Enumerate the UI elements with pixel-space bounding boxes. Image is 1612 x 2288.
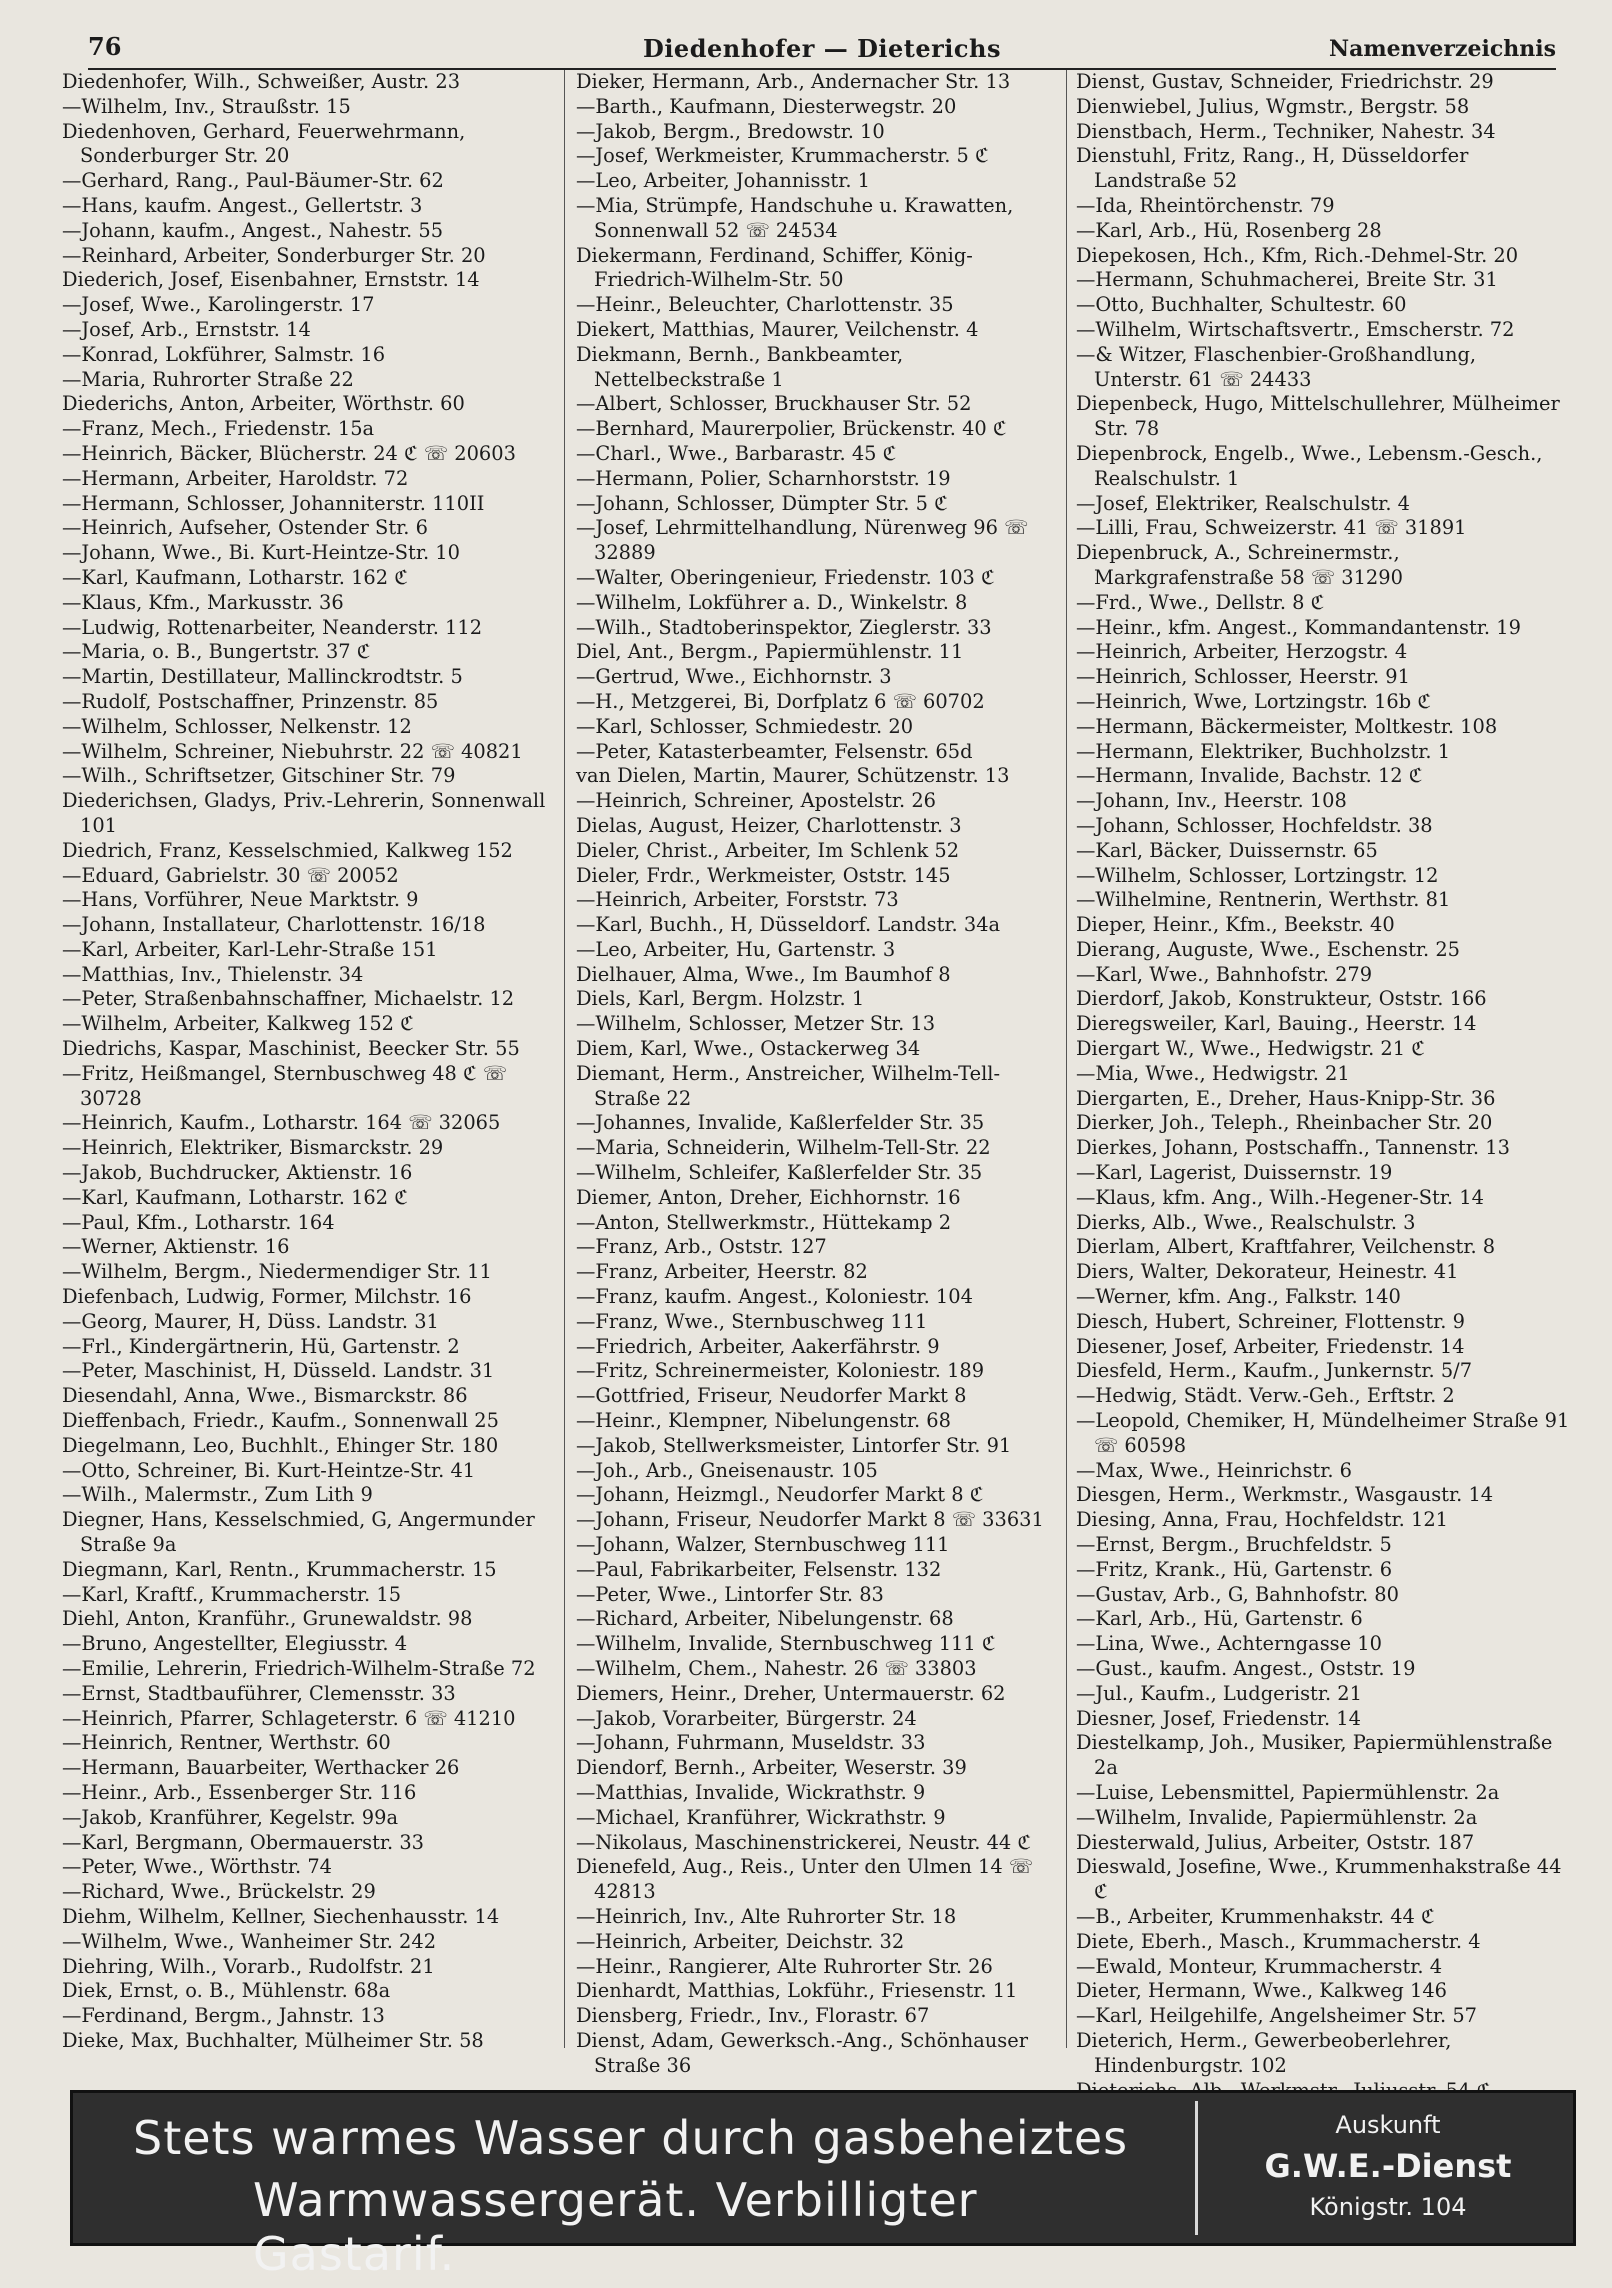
directory-entry: —Johann, Heizmgl., Neudorfer Markt 8 ℭ <box>576 1483 984 1507</box>
directory-entry: —Johann, Schlosser, Dümpter Str. 5 ℭ <box>576 491 948 515</box>
directory-entry: —Ludwig, Rottenarbeiter, Neanderstr. 112 <box>62 615 483 639</box>
directory-entry: —Heinrich, Kaufm., Lotharstr. 164 ☏ 32065 <box>62 1111 501 1135</box>
directory-entry: —Johann, kaufm., Angest., Nahestr. 55 <box>62 218 444 242</box>
directory-entry: Diegelmann, Leo, Buchhlt., Ehinger Str. 180 <box>62 1433 499 1457</box>
directory-entry: —Mia, Wwe., Hedwigstr. 21 <box>1076 1061 1350 1085</box>
directory-entry: —Heinrich, Inv., Alte Ruhrorter Str. 18 <box>576 1904 957 1928</box>
directory-entry: —Heinr., Rangierer, Alte Ruhrorter Str. 26 <box>576 1954 993 1978</box>
directory-column-2 <box>576 70 1060 2077</box>
directory-entry: Dierlam, Albert, Kraftfahrer, Veilchenstr. 8 <box>1076 1235 1496 1259</box>
directory-entry: —Wilhelm, Schleifer, Kaßlerfelder Str. 35 <box>576 1161 983 1185</box>
directory-entry: —Karl, Arbeiter, Karl-Lehr-Straße 151 <box>62 937 438 961</box>
directory-entry: —Fritz, Schreinermeister, Koloniestr. 189 <box>576 1359 985 1383</box>
directory-entry: —Klaus, kfm. Ang., Wilh.-Hegener-Str. 14 <box>1076 1185 1484 1209</box>
directory-entry: —Gust., kaufm. Angest., Oststr. 19 <box>1076 1657 1416 1680</box>
directory-entry: —Gertrud, Wwe., Eichhornstr. 3 <box>576 665 892 689</box>
ad-divider <box>1195 2101 1198 2235</box>
directory-entry: —Hans, Vorführer, Neue Marktstr. 9 <box>62 888 419 912</box>
directory-entry: —Heinr., Klempner, Nibelungenstr. 68 <box>576 1409 951 1433</box>
directory-entry: Diesgen, Herm., Werkmstr., Wasgaustr. 14 <box>1076 1483 1494 1507</box>
directory-entry: Diekert, Matthias, Maurer, Veilchenstr. 4 <box>576 317 979 341</box>
directory-entry: Diesch, Hubert, Schreiner, Flottenstr. 9 <box>1076 1309 1465 1333</box>
directory-entry: —Johann, Walzer, Sternbuschweg 111 <box>576 1533 950 1557</box>
directory-entry: —Karl, Wwe., Bahnhofstr. 279 <box>1076 962 1373 986</box>
directory-entry: —Emilie, Lehrerin, Friedrich-Wilhelm-Straße 72 <box>62 1657 536 1680</box>
directory-entry: Diesner, Josef, Friedenstr. 14 <box>1076 1706 1361 1730</box>
directory-entry: —Wilhelm, Schlosser, Lortzingstr. 12 <box>1076 863 1439 887</box>
directory-entry: —Heinrich, Arbeiter, Forststr. 73 <box>576 888 899 912</box>
directory-entry: —Fritz, Krank., Hü, Gartenstr. 6 <box>1076 1557 1393 1581</box>
column-divider <box>1066 70 1067 2048</box>
directory-entry: Diemant, Herm., Anstreicher, Wilhelm-Tell-Straße 22 <box>576 1061 1001 1110</box>
directory-entry: —Mia, Strümpfe, Handschuhe u. Krawatten, Sonnenwall 52 ☏ 24534 <box>576 193 1014 242</box>
directory-entry: Diehring, Wilh., Vorarb., Rudolfstr. 21 <box>62 1954 435 1978</box>
directory-entry: Diegmann, Karl, Rentn., Krummacherstr. 15 <box>62 1557 497 1581</box>
directory-entry: —Heinrich, Schlosser, Heerstr. 91 <box>1076 665 1410 689</box>
directory-entry: —Wilh., Schriftsetzer, Gitschiner Str. 79 <box>62 764 456 788</box>
directory-entry: Diefenbach, Ludwig, Former, Milchstr. 16 <box>62 1285 472 1309</box>
directory-entry: —Gustav, Arb., G, Bahnhofstr. 80 <box>1076 1582 1399 1606</box>
directory-entry: —Wilhelm, Schlosser, Nelkenstr. 12 <box>62 714 412 738</box>
directory-entry: —Matthias, Invalide, Wickrathstr. 9 <box>576 1780 926 1804</box>
directory-entry: —Johann, Installateur, Charlottenstr. 16/18 <box>62 913 486 937</box>
ad-slogan-line-2: Warmwassergerät. Verbilligter Gastarif. <box>253 2173 978 2281</box>
directory-entry: Diepenbruck, A., Schreinermstr., Markgrafenstraße 58 ☏ 31290 <box>1076 541 1403 589</box>
directory-entry: —Karl, Arb., Hü, Gartenstr. 6 <box>1076 1607 1363 1631</box>
directory-entry: —Barth., Kaufmann, Diesterwegstr. 20 <box>576 94 957 118</box>
directory-entry: Dierang, Auguste, Wwe., Eschenstr. 25 <box>1076 937 1461 961</box>
directory-entry: —Walter, Oberingenieur, Friedenstr. 103 ℭ <box>576 565 995 589</box>
directory-entry: —Hermann, Bauarbeiter, Werthacker 26 <box>62 1756 460 1780</box>
directory-entry: Dieswald, Josefine, Wwe., Krummenhakstraße 44 ℭ <box>1076 1855 1562 1904</box>
directory-entry: —Lina, Wwe., Achterngasse 10 <box>1076 1632 1382 1656</box>
directory-columns <box>62 70 1570 2077</box>
directory-entry: —H., Metzgerei, Bi, Dorfplatz 6 ☏ 60702 <box>576 689 985 713</box>
directory-entry: Dienhardt, Matthias, Lokführ., Friesenstr. 11 <box>576 1979 1018 2003</box>
directory-entry: —Wilhelm, Wirtschaftsvertr., Emscherstr. 72 <box>1076 317 1515 341</box>
directory-entry: —Ernst, Stadtbauführer, Clemensstr. 33 <box>62 1681 456 1705</box>
directory-entry: Dienefeld, Aug., Reis., Unter den Ulmen 14 ☏ 42813 <box>576 1855 1034 1904</box>
directory-entry: Dieregsweiler, Karl, Bauing., Heerstr. 14 <box>1076 1012 1477 1036</box>
directory-entry: —Heinrich, Wwe, Lortzingstr. 16b ℭ <box>1076 689 1431 713</box>
directory-entry: —Gerhard, Rang., Paul-Bäumer-Str. 62 <box>62 169 444 193</box>
directory-entry: —Eduard, Gabrielstr. 30 ☏ 20052 <box>62 863 399 887</box>
ad-info-label: Auskunft <box>1335 2111 1441 2139</box>
directory-entry: Dienstbach, Herm., Techniker, Nahestr. 34 <box>1076 119 1496 143</box>
directory-entry: Dieffenbach, Friedr., Kaufm., Sonnenwall 25 <box>62 1409 499 1433</box>
directory-entry: —Johann, Friseur, Neudorfer Markt 8 ☏ 33631 <box>576 1508 1044 1532</box>
directory-entry: Diestelkamp, Joh., Musiker, Papiermühlenstraße 2a <box>1076 1731 1553 1780</box>
directory-entry: Dieler, Christ., Arbeiter, Im Schlenk 52 <box>576 838 960 862</box>
directory-entry: Diedrichs, Kaspar, Maschinist, Beecker Str. 55 <box>62 1037 520 1061</box>
directory-entry: —Georg, Maurer, H, Düss. Landstr. 31 <box>62 1309 439 1333</box>
directory-entry: —Anton, Stellwerkmstr., Hüttekamp 2 <box>576 1210 952 1234</box>
directory-entry: Diers, Walter, Dekorateur, Heinestr. 41 <box>1076 1260 1459 1284</box>
directory-entry: —Bruno, Angestellter, Elegiusstr. 4 <box>62 1632 408 1656</box>
directory-entry: Dielas, August, Heizer, Charlottenstr. 3 <box>576 813 962 837</box>
directory-entry: —Frd., Wwe., Dellstr. 8 ℭ <box>1076 590 1325 614</box>
directory-entry: Diederichsen, Gladys, Priv.-Lehrerin, Sonnenwall 101 <box>62 789 546 837</box>
directory-entry: —Heinr., kfm. Angest., Kommandantenstr. 19 <box>1076 615 1521 639</box>
directory-entry: —Hermann, Elektriker, Buchholzstr. 1 <box>1076 739 1451 763</box>
directory-entry: —Frl., Kindergärtnerin, Hü, Gartenstr. 2 <box>62 1334 460 1358</box>
directory-entry: —Jul., Kaufm., Ludgeristr. 21 <box>1076 1681 1362 1705</box>
directory-entry: —Johann, Schlosser, Hochfeldstr. 38 <box>1076 813 1433 837</box>
directory-entry: Diel, Ant., Bergm., Papiermühlenstr. 11 <box>576 640 964 664</box>
directory-entry: —Hermann, Schuhmacherei, Breite Str. 31 <box>1076 268 1498 292</box>
directory-entry: —Nikolaus, Maschinenstrickerei, Neustr. 44 ℭ <box>576 1830 1032 1854</box>
directory-entry: Diederich, Josef, Eisenbahner, Ernststr. 14 <box>62 268 480 292</box>
directory-entry: —Josef, Elektriker, Realschulstr. 4 <box>1076 491 1410 515</box>
directory-entry: Diederichs, Anton, Arbeiter, Wörthstr. 60 <box>62 392 465 416</box>
directory-entry: Diensberg, Friedr., Inv., Florastr. 67 <box>576 2004 930 2028</box>
directory-entry: Diels, Karl, Bergm. Holzstr. 1 <box>576 987 865 1011</box>
directory-entry: Dieke, Max, Buchhalter, Mülheimer Str. 58 <box>62 2028 484 2052</box>
directory-entry: —Joh., Arb., Gneisenaustr. 105 <box>576 1458 878 1482</box>
running-title: Diedenhofer — Dieterichs <box>643 34 1001 63</box>
directory-entry: —Hans, kaufm. Angest., Gellertstr. 3 <box>62 193 423 217</box>
directory-entry: —Franz, Wwe., Sternbuschweg 111 <box>576 1309 928 1333</box>
directory-entry: —Charl., Wwe., Barbarastr. 45 ℭ <box>576 441 897 465</box>
directory-entry: —Jakob, Vorarbeiter, Bürgerstr. 24 <box>576 1706 917 1730</box>
directory-entry: —Jakob, Buchdrucker, Aktienstr. 16 <box>62 1161 413 1185</box>
directory-entry: —Karl, Schlosser, Schmiedestr. 20 <box>576 714 914 738</box>
directory-entry: —Heinrich, Schreiner, Apostelstr. 26 <box>576 789 937 813</box>
directory-entry: —Josef, Werkmeister, Krummacherstr. 5 ℭ <box>576 144 989 168</box>
directory-entry: —Karl, Kraftf., Krummacherstr. 15 <box>62 1582 402 1606</box>
directory-entry: —Johann, Fuhrmann, Museldstr. 33 <box>576 1731 926 1755</box>
directory-entry: Dieter, Hermann, Wwe., Kalkweg 146 <box>1076 1979 1448 2003</box>
directory-entry: Dieker, Hermann, Arb., Andernacher Str. 13 <box>576 70 1011 93</box>
directory-entry: —Heinrich, Elektriker, Bismarckstr. 29 <box>62 1136 444 1160</box>
directory-entry: —Peter, Wwe., Wörthstr. 74 <box>62 1855 332 1879</box>
directory-entry: —Josef, Lehrmittelhandlung, Nürenweg 96 ☏ 32889 <box>576 516 1029 565</box>
directory-entry: —Albert, Schlosser, Bruckhauser Str. 52 <box>576 392 972 416</box>
directory-entry: Diesendahl, Anna, Wwe., Bismarckstr. 86 <box>62 1384 468 1408</box>
page-number: 76 <box>88 32 122 61</box>
directory-entry: —Wilhelm, Invalide, Papiermühlenstr. 2a <box>1076 1805 1478 1829</box>
column-divider <box>564 70 565 2048</box>
directory-entry: Dienwiebel, Julius, Wgmstr., Bergstr. 58 <box>1076 94 1470 118</box>
directory-column-3 <box>1076 70 1570 2077</box>
ad-slogan <box>73 2093 1183 2281</box>
directory-entry: —Ernst, Bergm., Bruchfeldstr. 5 <box>1076 1533 1392 1557</box>
directory-entry: Diepenbrock, Engelb., Wwe., Lebensm.-Gesch., Realschulstr. 1 <box>1076 441 1543 490</box>
directory-entry: —Peter, Maschinist, H, Düsseld. Landstr. 31 <box>62 1359 495 1383</box>
directory-entry: —Leopold, Chemiker, H, Mündelheimer Straße 91 ☏ 60598 <box>1076 1409 1570 1457</box>
directory-entry: Dielhauer, Alma, Wwe., Im Baumhof 8 <box>576 962 951 986</box>
directory-entry: Diete, Eberh., Masch., Krummacherstr. 4 <box>1076 1929 1481 1953</box>
directory-entry: —Ferdinand, Bergm., Jahnstr. 13 <box>62 2004 385 2028</box>
directory-entry: —Konrad, Lokführer, Salmstr. 16 <box>62 342 386 366</box>
directory-entry: —Paul, Kfm., Lotharstr. 164 <box>62 1210 335 1234</box>
section-label: Namenverzeichnis <box>1329 36 1556 62</box>
directory-entry: —Lilli, Frau, Schweizerstr. 41 ☏ 31891 <box>1076 516 1467 540</box>
directory-entry: —Karl, Kaufmann, Lotharstr. 162 ℭ <box>62 565 408 589</box>
directory-entry: —Fritz, Heißmangel, Sternbuschweg 48 ℭ ☏ 30728 <box>62 1061 508 1110</box>
directory-entry: Dienst, Gustav, Schneider, Friedrichstr. 29 <box>1076 70 1494 93</box>
directory-entry: van Dielen, Martin, Maurer, Schützenstr. 13 <box>576 764 1010 788</box>
directory-entry: —Leo, Arbeiter, Hu, Gartenstr. 3 <box>576 937 896 961</box>
directory-entry: Diehl, Anton, Kranführ., Grunewaldstr. 98 <box>62 1607 473 1631</box>
directory-column-1 <box>62 70 550 2052</box>
advertisement-banner <box>70 2090 1576 2281</box>
directory-entry: —Bernhard, Maurerpolier, Brückenstr. 40 ℭ <box>576 417 1007 441</box>
directory-entry: Dienstuhl, Fritz, Rang., H, Düsseldorfer Landstraße 52 <box>1076 144 1469 193</box>
directory-entry: —Rudolf, Postschaffner, Prinzenstr. 85 <box>62 689 439 713</box>
directory-entry: Diergart W., Wwe., Hedwigstr. 21 ℭ <box>1076 1037 1425 1061</box>
directory-entry: —Otto, Buchhalter, Schultestr. 60 <box>1076 293 1407 317</box>
ad-slogan-line-1: Stets warmes Wasser durch gasbeheiztes <box>133 2111 1129 2165</box>
directory-entry: —Michael, Kranführer, Wickrathstr. 9 <box>576 1805 946 1829</box>
directory-entry: —Karl, Lagerist, Duissernstr. 19 <box>1076 1161 1393 1185</box>
directory-entry: Dierks, Alb., Wwe., Realschulstr. 3 <box>1076 1210 1416 1234</box>
directory-entry: Diesfeld, Herm., Kaufm., Junkernstr. 5/7 <box>1076 1359 1473 1383</box>
directory-entry: —Heinrich, Aufseher, Ostender Str. 6 <box>62 516 428 540</box>
directory-entry: —Jakob, Stellwerksmeister, Lintorfer Str. 91 <box>576 1433 1012 1457</box>
directory-entry: —Heinrich, Arbeiter, Herzogstr. 4 <box>1076 640 1408 664</box>
directory-entry: —Karl, Arb., Hü, Rosenberg 28 <box>1076 218 1382 242</box>
directory-entry: —Richard, Arbeiter, Nibelungenstr. 68 <box>576 1607 954 1631</box>
directory-entry: Dieterich, Herm., Gewerbeoberlehrer, Hindenburgstr. 102 <box>1076 2028 1452 2077</box>
directory-entry: —Wilhelm, Bergm., Niedermendiger Str. 11 <box>62 1260 492 1284</box>
directory-entry: —Wilhelm, Invalide, Sternbuschweg 111 ℭ <box>576 1632 996 1656</box>
directory-entry: —Werner, kfm. Ang., Falkstr. 140 <box>1076 1285 1401 1309</box>
directory-entry: —Wilhelm, Lokführer a. D., Winkelstr. 8 <box>576 590 968 614</box>
directory-entry: —Hermann, Invalide, Bachstr. 12 ℭ <box>1076 764 1423 788</box>
directory-entry: —Peter, Wwe., Lintorfer Str. 83 <box>576 1582 884 1606</box>
directory-entry: Dierker, Joh., Teleph., Rheinbacher Str. 20 <box>1076 1111 1493 1135</box>
directory-entry: —Johann, Wwe., Bi. Kurt-Heintze-Str. 10 <box>62 541 460 565</box>
directory-entry: Diesener, Josef, Arbeiter, Friedenstr. 14 <box>1076 1334 1465 1358</box>
directory-entry: Diedenhoven, Gerhard, Feuerwehrmann, Sonderburger Str. 20 <box>62 119 466 168</box>
directory-entry: —Johannes, Invalide, Kaßlerfelder Str. 35 <box>576 1111 985 1135</box>
directory-entry: —Franz, kaufm. Angest., Koloniestr. 104 <box>576 1285 973 1309</box>
directory-entry: Diehm, Wilhelm, Kellner, Siechenhausstr. 14 <box>62 1904 500 1928</box>
directory-entry: —Richard, Wwe., Brückelstr. 29 <box>62 1880 376 1904</box>
page-header <box>88 28 1556 70</box>
directory-entry: —Matthias, Inv., Thielenstr. 34 <box>62 962 364 986</box>
directory-entry: —Franz, Arbeiter, Heerstr. 82 <box>576 1260 868 1284</box>
directory-entry: Dieler, Frdr., Werkmeister, Oststr. 145 <box>576 863 951 887</box>
directory-entry: —Wilhelm, Wwe., Wanheimer Str. 242 <box>62 1929 437 1953</box>
directory-entry: —Jakob, Kranführer, Kegelstr. 99a <box>62 1805 399 1829</box>
directory-entry: —Otto, Schreiner, Bi. Kurt-Heintze-Str. 41 <box>62 1458 476 1482</box>
directory-entry: —B., Arbeiter, Krummenhakstr. 44 ℭ <box>1076 1904 1435 1928</box>
directory-entry: —Wilhelm, Chem., Nahestr. 26 ☏ 33803 <box>576 1657 977 1680</box>
directory-entry: —Ida, Rheintörchenstr. 79 <box>1076 193 1335 217</box>
directory-entry: —Hermann, Arbeiter, Haroldstr. 72 <box>62 466 409 490</box>
ad-address: Königstr. 104 <box>1309 2193 1467 2221</box>
directory-entry: Diek, Ernst, o. B., Mühlenstr. 68a <box>62 1979 391 2003</box>
directory-entry: —Friedrich, Arbeiter, Aakerfährstr. 9 <box>576 1334 940 1358</box>
directory-entry: —Luise, Lebensmittel, Papiermühlenstr. 2a <box>1076 1780 1500 1804</box>
directory-entry: —Jakob, Bergm., Bredowstr. 10 <box>576 119 885 143</box>
directory-entry: Diekmann, Bernh., Bankbeamter, Nettelbeckstraße 1 <box>576 342 904 391</box>
directory-entry: Diegner, Hans, Kesselschmied, G, Angermunder Straße 9a <box>62 1508 535 1557</box>
directory-entry: —Wilhelm, Arbeiter, Kalkweg 152 ℭ <box>62 1012 414 1036</box>
directory-entry: —Klaus, Kfm., Markusstr. 36 <box>62 590 344 614</box>
directory-entry: —Wilhelm, Schreiner, Niebuhrstr. 22 ☏ 40821 <box>62 739 523 763</box>
directory-entry: —Heinrich, Pfarrer, Schlageterstr. 6 ☏ 41210 <box>62 1706 516 1730</box>
directory-entry: Diergarten, E., Dreher, Haus-Knipp-Str. 36 <box>1076 1086 1496 1110</box>
directory-entry: —Werner, Aktienstr. 16 <box>62 1235 290 1259</box>
directory-entry: —Wilhelm, Inv., Straußstr. 15 <box>62 94 351 118</box>
directory-entry: —Karl, Kaufmann, Lotharstr. 162 ℭ <box>62 1185 408 1209</box>
directory-entry: —Hermann, Schlosser, Johanniterstr. 110II <box>62 491 485 515</box>
directory-entry: —Maria, Ruhrorter Straße 22 <box>62 367 354 391</box>
directory-entry: Diemers, Heinr., Dreher, Untermauerstr. 62 <box>576 1681 1006 1705</box>
directory-entry: —Wilh., Malermstr., Zum Lith 9 <box>62 1483 373 1507</box>
directory-entry: Diendorf, Bernh., Arbeiter, Weserstr. 39 <box>576 1756 967 1780</box>
directory-entry: Diedenhofer, Wilh., Schweißer, Austr. 23 <box>62 70 461 93</box>
directory-entry: —Josef, Arb., Ernststr. 14 <box>62 317 311 341</box>
directory-entry: —Paul, Fabrikarbeiter, Felsenstr. 132 <box>576 1557 942 1581</box>
directory-entry: —Peter, Straßenbahnschaffner, Michaelstr. 12 <box>62 987 515 1011</box>
directory-entry: Diepenbeck, Hugo, Mittelschullehrer, Mülheimer Str. 78 <box>1076 392 1560 441</box>
directory-entry: Dieper, Heinr., Kfm., Beekstr. 40 <box>1076 913 1395 937</box>
directory-entry: —Peter, Katasterbeamter, Felsenstr. 65d <box>576 739 973 763</box>
directory-entry: —Franz, Arb., Oststr. 127 <box>576 1235 827 1259</box>
directory-entry: —Ewald, Monteur, Krummacherstr. 4 <box>1076 1954 1443 1978</box>
directory-entry: —Franz, Mech., Friedenstr. 15a <box>62 417 375 441</box>
directory-entry: —& Witzer, Flaschenbier-Großhandlung, Unterstr. 61 ☏ 24433 <box>1076 342 1477 391</box>
directory-entry: —Heinrich, Bäcker, Blücherstr. 24 ℭ ☏ 20603 <box>62 441 516 465</box>
directory-entry: —Karl, Buchh., H, Düsseldorf. Landstr. 34a <box>576 913 1001 937</box>
directory-entry: —Hedwig, Städt. Verw.-Geh., Erftstr. 2 <box>1076 1384 1455 1408</box>
ad-service-name: G.W.E.-Dienst <box>1264 2147 1512 2185</box>
directory-entry: Diemer, Anton, Dreher, Eichhornstr. 16 <box>576 1185 961 1209</box>
directory-entry: —Heinr., Beleuchter, Charlottenstr. 35 <box>576 293 954 317</box>
directory-entry: —Wilh., Stadtoberinspektor, Zieglerstr. 33 <box>576 615 992 639</box>
directory-entry: —Karl, Bergmann, Obermauerstr. 33 <box>62 1830 425 1854</box>
directory-entry: Dierkes, Johann, Postschaffn., Tannenstr. 13 <box>1076 1136 1510 1160</box>
directory-entry: —Karl, Bäcker, Duissernstr. 65 <box>1076 838 1378 862</box>
directory-entry: —Hermann, Polier, Scharnhorststr. 19 <box>576 466 951 490</box>
directory-entry: Diem, Karl, Wwe., Ostackerweg 34 <box>576 1037 921 1061</box>
directory-entry: —Hermann, Bäckermeister, Moltkestr. 108 <box>1076 714 1498 738</box>
directory-entry: Diesing, Anna, Frau, Hochfeldstr. 121 <box>1076 1508 1448 1532</box>
directory-entry: —Martin, Destillateur, Mallinckrodtstr. 5 <box>62 665 463 689</box>
directory-entry: —Heinrich, Arbeiter, Deichstr. 32 <box>576 1929 905 1953</box>
directory-entry: —Heinr., Arb., Essenberger Str. 116 <box>62 1780 417 1804</box>
directory-entry: —Maria, Schneiderin, Wilhelm-Tell-Str. 22 <box>576 1136 991 1160</box>
directory-entry: —Wilhelm, Schlosser, Metzer Str. 13 <box>576 1012 936 1036</box>
directory-entry: Dierdorf, Jakob, Konstrukteur, Oststr. 166 <box>1076 987 1487 1011</box>
directory-entry: Diesterwald, Julius, Arbeiter, Oststr. 187 <box>1076 1830 1475 1854</box>
directory-entry: —Wilhelmine, Rentnerin, Werthstr. 81 <box>1076 888 1451 912</box>
directory-entry: Diepekosen, Hch., Kfm, Rich.-Dehmel-Str. 20 <box>1076 243 1519 267</box>
directory-entry: —Maria, o. B., Bungertstr. 37 ℭ <box>62 640 371 664</box>
directory-entry: —Reinhard, Arbeiter, Sonderburger Str. 20 <box>62 243 486 267</box>
directory-entry: —Josef, Wwe., Karolingerstr. 17 <box>62 293 375 317</box>
directory-entry: —Gottfried, Friseur, Neudorfer Markt 8 <box>576 1384 967 1408</box>
directory-entry: —Heinrich, Rentner, Werthstr. 60 <box>62 1731 391 1755</box>
directory-entry: —Karl, Heilgehilfe, Angelsheimer Str. 57 <box>1076 2004 1477 2028</box>
directory-entry: Dienst, Adam, Gewerksch.-Ang., Schönhauser Straße 36 <box>576 2028 1028 2077</box>
directory-entry: Diekermann, Ferdinand, Schiffer, König-Friedrich-Wilhelm-Str. 50 <box>576 243 973 292</box>
directory-entry: —Leo, Arbeiter, Johannisstr. 1 <box>576 169 871 193</box>
ad-contact <box>1203 2093 1573 2243</box>
directory-entry: —Max, Wwe., Heinrichstr. 6 <box>1076 1458 1353 1482</box>
directory-entry: —Johann, Inv., Heerstr. 108 <box>1076 789 1347 813</box>
directory-entry: Diedrich, Franz, Kesselschmied, Kalkweg 152 <box>62 838 513 862</box>
